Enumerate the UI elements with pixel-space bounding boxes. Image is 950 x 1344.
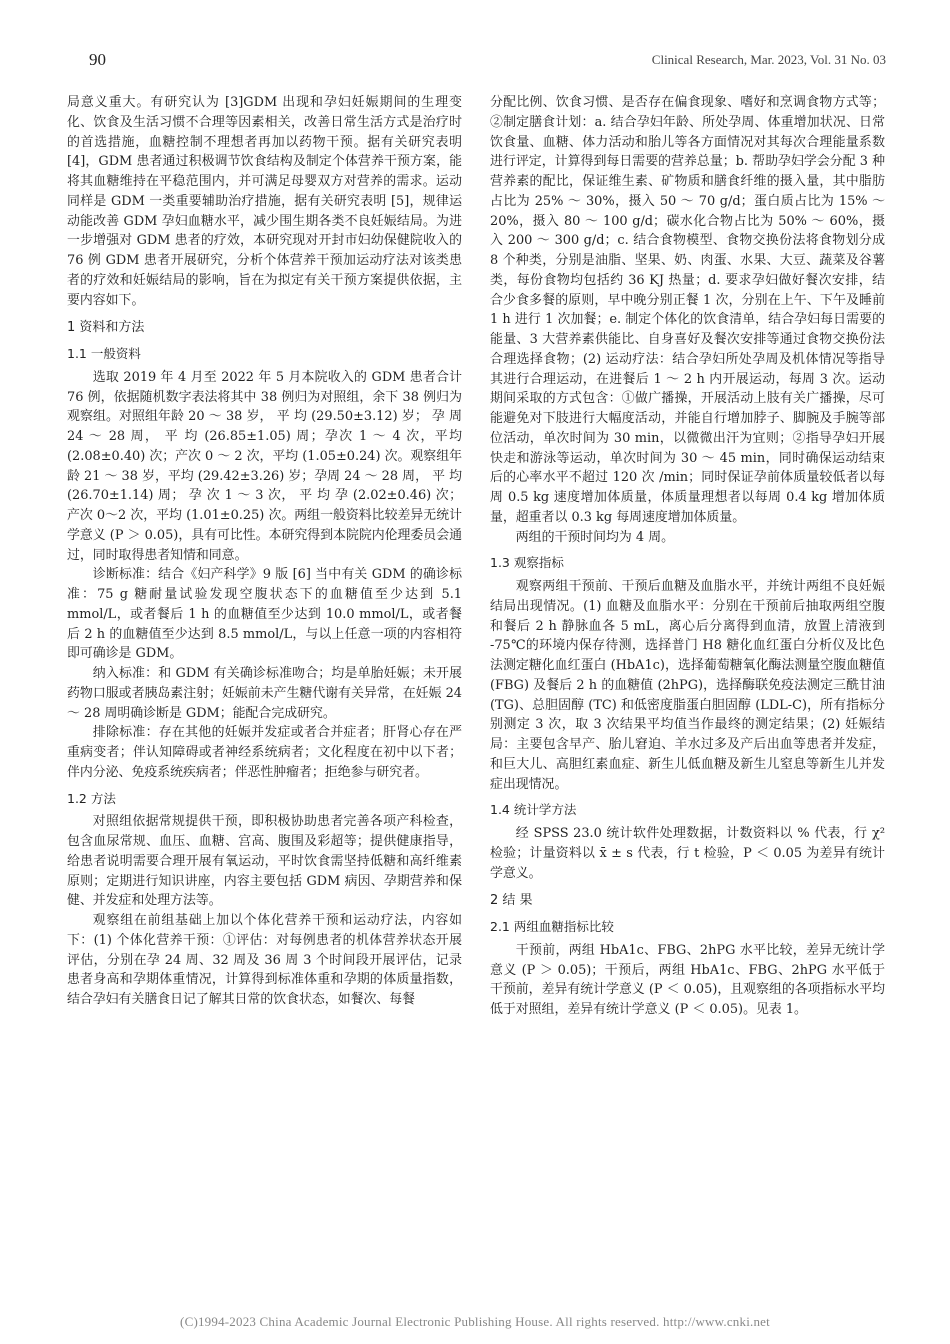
general-data-paragraph: 选取 2019 年 4 月至 2022 年 5 月本院收入的 GDM 患者合计 76 例，依据随机数字表法将其中 38 例归为对照组，余下 38 例归为观察组。对照组年龄 20 ～ 38 岁， 平 均 (29.50±3.12) 岁； 孕 周 24 ～ 28 周， 平 均 (26.85±1.05) 周；孕次 1 ～ 4 次，平均 (2.08±0.40) 次；产次 0 ～ 2 次，平均 (1.05±0.24) 次。观察组年龄 21 ～ 38 岁，平均 (29.42±3.26) 岁；孕周 24 ～ 28 周， 平 均 (26.70±1.14) 周； 孕 次 1 ～ 3 次， 平 均 孕 (2.02±0.46) 次；产次 0～2 次，平均 (1.01±0.25) 次。两组一般资料比较差异无统计学意义 (P ＞ 0.05)，具有可比性。本研究得到本院院内伦理委员会通过，同时取得患者知情和同意。 (67, 369, 462, 563)
page-number: 90 (89, 50, 106, 69)
control-group-paragraph: 对照组依据常规提供干预，即积极协助患者完善各项产科检查，包含血尿常规、血压、血糖、宫高、腹围及彩超等；提供健康指导，给患者说明需要合理开展有氧运动，平时饮食需坚持低糖和高纤维素原则；定期进行知识讲座，内容主要包括 GDM 病因、孕期营养和保健、并发症和处理方法等。 (67, 814, 462, 909)
left-column (67, 93, 462, 1010)
exclusion-criteria-paragraph: 排除标准：存在其他的妊娠并发症或者合并症者；肝肾心存在严重病变者；伴认知障碍或者神经系统病者；文化程度在初中以下者；伴内分泌、免疫系统疾病者；伴恶性肿瘤者；拒绝参与研究者。 (67, 725, 462, 780)
right-column (490, 93, 885, 1020)
intro-paragraph: 局意义重大。有研究认为 [3]GDM 出现和孕妇妊娠期间的生理变化、饮食及生活习惯不合理等因素相关，改善日常生活方式是治疗时的首选措施，血糖控制不理想者再加以药物干预。据有关研究表明 [4]，GDM 患者通过积极调节饮食结构及制定个体营养干预方案，能将其血糖维持在平稳范围内，并可满足母婴双方对营养的需求。运动同样是 GDM 一类重要辅助治疗措施，据有关研究表明 [5]，规律运动能改善 GDM 孕妇血糖水平，减少围生期各类不良妊娠结局。为进一步增强对 GDM 患者的疗效，本研究现对开封市妇幼保健院收入的 76 例 GDM 患者开展研究，分析个体营养干预加运动疗法对该类患者的疗效和妊娠结局的影响，旨在为拟定有关干预方案提供依据，主要内容如下。 (67, 95, 462, 308)
subsection-heading-method: 1.2 方法 (67, 790, 116, 806)
inclusion-criteria-paragraph: 纳入标准：和 GDM 有关确诊标准吻合；均是单胎妊娠；未开展药物口服或者胰岛素注射；妊娠前未产生糖代谢有关异常，在妊娠 24 ～ 28 周明确诊断是 GDM；能配合完成研究。 (67, 666, 462, 721)
observation-continued-paragraph: 分配比例、饮食习惯、是否存在偏食现象、嗜好和烹调食物方式等；②制定膳食计划：a. 结合孕妇年龄、所处孕周、体重增加状况、日常饮食量、血糖、体力活动和胎儿等各方面情况对其每次合理能量系数进行评定，计算得到每日需要的营养总量；b. 帮助孕妇学会分配 3 种营养素的配比，保证维生素、矿物质和膳食纤维的摄入量，其中脂肪占比为 25% ～ 30%，摄入 50 ～ 70 g/d；蛋白质占比为 15% ～ 20%，摄入 80 ～ 100 g/d；碳水化合物占比为 50% ～ 60%，摄入 200 ～ 300 g/d；c. 结合食物模型、食物交换份法将食物划分成 8 个种类，分别是油脂、坚果、奶、肉蛋、水果、大豆、蔬菜及谷薯类，每份食物均包括约 36 KJ 热量；d. 要求孕妇做好餐次安排，结合少食多餐的原则，早中晚分别正餐 1 次，分别在上午、下午及睡前 1 h 进行 1 次加餐；e. 制定个体化的饮食清单，结合孕妇每日需要的能量、3 大营养素供能比、自身喜好及餐次安排等通过食物交换份法合理选择食物；(2) 运动疗法：结合孕妇所处孕周及机体情况等指导其进行合理运动，在进餐后 1 ～ 2 h 内开展运动，每周 3 次。运动期间采取的方式包含：①做广播操，开展活动上肢有关广播操，尽可能避免对下肢进行大幅度活动，并能自行增加脖子、脚腕及手腕等部位活动，单次时间为 30 min，以微微出汗为宜则；②指导孕妇开展快走和游泳等运动，单次时间为 30 ～ 45 min，同时确保运动结束后的心率水平不超过 120 次 /min；同时保证孕前体质量较低者以每周 0.5 kg 速度增加体质量，体质量理想者以每周 0.4 kg 增加体质量，超重者以 0.3 kg 每周速度增加体质量。 (490, 95, 885, 525)
subsection-heading-glucose: 2.1 两组血糖指标比较 (490, 919, 614, 934)
copyright-footer: (C)1994-2023 China Academic Journal Electronic Publishing House. All rights reserved. http://www.cnki.net (180, 1314, 770, 1329)
glucose-results-paragraph: 干预前，两组 HbA1c、FBG、2hPG 水平比较，差异无统计学意义 (P ＞ 0.05)；干预后，两组 HbA1c、FBG、2hPG 水平低于干预前，差异有统计学意义 (P ＜ 0.05)，且观察组的各项指标水平均低于对照组，差异有统计学意义 (P ＜ 0.05)。见表 1。 (490, 942, 885, 1017)
indicators-paragraph: 观察两组干预前、干预后血糖及血脂水平，并统计两组不良妊娠结局出现情况。(1) 血糖及血脂水平：分别在干预前后抽取两组空腹和餐后 2 h 静脉血各 5 mL，离心后分离得到血清，放置上清液到 -75℃的环境内保存待测，选择普门 H8 糖化血红蛋白分析仪及比色法测定糖化血红蛋白 (HbA1c)，选择葡萄糖氧化酶法测量空腹血糖值 (FBG) 及餐后 2 h 的血糖值 (2hPG)，选择酶联免疫法测定三酰甘油 (TG)、总胆固醇 (TC) 和低密度脂蛋白胆固醇 (LDL-C)，所有指标分别测定 3 次，取 3 次结果平均值当作最终的测定结果；(2) 妊娠结局：主要包含早产、胎儿窘迫、羊水过多及产后出血等患者并发症，和巨大儿、高胆红素血症、新生儿低血糖及新生儿窒息等新生儿并发症出现情况。 (490, 579, 885, 792)
section-heading-methods: 1 资料和方法 (67, 320, 145, 336)
page-header (64, 50, 886, 74)
subsection-heading-indicators: 1.3 观察指标 (490, 555, 564, 571)
observation-group-paragraph: 观察组在前组基础上加以个体化营养干预和运动疗法，内容如下：(1) 个体化营养干预：①评估：对每例患者的机体营养状态开展评估，分别在孕 24 周、32 周及 36 周 3 个时间段开展评估，记录患者身高和孕期体重情况，计算得到标准体重和孕期的体质量指数，结合孕妇有关膳食日记了解其日常的饮食状态，如餐次、每餐 (67, 913, 462, 1007)
subsection-heading-general: 1.1 一般资料 (67, 346, 141, 361)
statistics-paragraph: 经 SPSS 23.0 统计软件处理数据，计数资料以 % 代表，行 χ² 检验；计量资料以 x̄ ± s 代表，行 t 检验，P ＜ 0.05 为差异有统计学意义。 (490, 826, 885, 881)
intervention-time-paragraph: 两组的干预时间均为 4 周。 (515, 529, 674, 545)
subsection-heading-statistics: 1.4 统计学方法 (490, 802, 577, 818)
journal-citation: Clinical Research, Mar. 2023, Vol. 31 No. 03 (651, 52, 886, 67)
diagnostic-criteria-paragraph: 诊断标准：结合《妇产科学》9 版 [6] 当中有关 GDM 的确诊标准：75 g 糖耐量试验发现空腹状态下的血糖值至少达到 5.1 mmol/L，或者餐后 1 h 的血糖值至少达到 10.0 mmol/L，或者餐后 2 h 的血糖值至少达到 8.5 mmol/L，与以上任意一项的内容相符即可确诊是 GDM。 (67, 567, 462, 662)
section-heading-results: 2 结 果 (490, 893, 533, 909)
